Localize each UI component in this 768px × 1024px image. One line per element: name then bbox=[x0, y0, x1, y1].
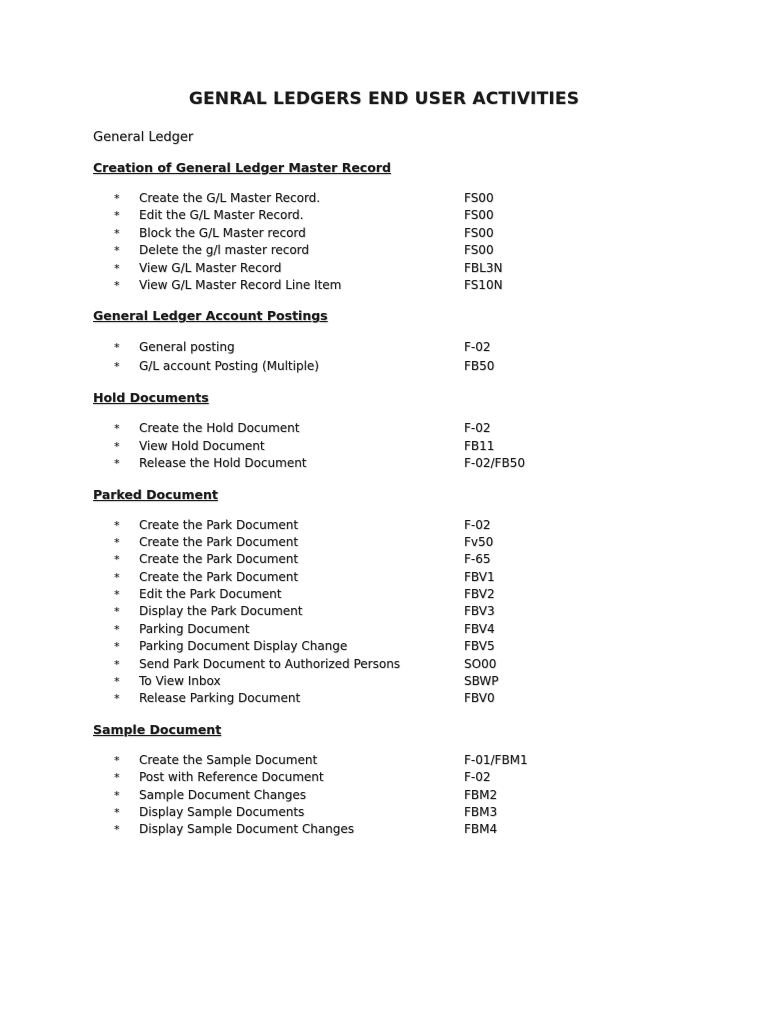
transaction-code: FBM2 bbox=[464, 787, 498, 802]
transaction-code: F-02/FB50 bbox=[464, 456, 525, 471]
activity-label: Display Sample Document Changes bbox=[139, 822, 355, 837]
list-item bbox=[93, 534, 768, 551]
bullet-icon: * bbox=[114, 209, 120, 223]
list-item bbox=[93, 242, 768, 259]
bullet-icon: * bbox=[114, 422, 120, 436]
transaction-code: FBV0 bbox=[464, 691, 495, 706]
list-item bbox=[93, 752, 768, 769]
bullet-icon: * bbox=[114, 439, 120, 453]
list-item bbox=[93, 787, 768, 804]
transaction-code: FS00 bbox=[464, 225, 494, 240]
activity-label: Delete the g/l master record bbox=[139, 243, 310, 258]
activity-label: Create the Park Document bbox=[139, 534, 299, 549]
bullet-icon: * bbox=[114, 261, 120, 275]
section-heading: Hold Documents bbox=[93, 390, 209, 406]
section-parked-document bbox=[93, 487, 768, 708]
list-item bbox=[93, 207, 768, 224]
list-item bbox=[93, 420, 768, 437]
bullet-icon: * bbox=[114, 805, 120, 819]
transaction-code: FS10N bbox=[464, 277, 503, 292]
list-item bbox=[93, 586, 768, 603]
transaction-code: FBV5 bbox=[464, 639, 495, 654]
list-item bbox=[93, 690, 768, 707]
list-item bbox=[93, 569, 768, 586]
transaction-code: SO00 bbox=[464, 656, 497, 671]
list-item bbox=[93, 277, 768, 294]
transaction-code: F-02 bbox=[464, 421, 491, 436]
transaction-code: FBL3N bbox=[464, 260, 503, 275]
bullet-icon: * bbox=[114, 518, 120, 532]
activity-label: To View Inbox bbox=[139, 674, 221, 689]
bullet-icon: * bbox=[114, 553, 120, 567]
activity-label: Parking Document bbox=[139, 621, 250, 636]
section-hold-documents bbox=[93, 390, 768, 472]
activity-label: Block the G/L Master record bbox=[139, 225, 306, 240]
section-heading: Parked Document bbox=[93, 486, 218, 502]
bullet-icon: * bbox=[114, 588, 120, 602]
activity-label: Post with Reference Document bbox=[139, 770, 324, 785]
activity-label: Release the Hold Document bbox=[139, 456, 307, 471]
list-item bbox=[93, 821, 768, 838]
list-item bbox=[93, 769, 768, 786]
bullet-icon: * bbox=[114, 226, 120, 240]
activity-label: Release Parking Document bbox=[139, 691, 301, 706]
transaction-code: FBV1 bbox=[464, 569, 495, 584]
list-item bbox=[93, 438, 768, 455]
activity-list bbox=[93, 420, 768, 472]
page-title: GENRAL LEDGERS END USER ACTIVITIES bbox=[188, 89, 580, 109]
list-item bbox=[93, 517, 768, 534]
bullet-icon: * bbox=[114, 823, 120, 837]
activity-label: View G/L Master Record Line Item bbox=[139, 277, 342, 292]
section-gl-master-record bbox=[93, 160, 768, 294]
transaction-code: FBV4 bbox=[464, 621, 495, 636]
activity-list bbox=[93, 190, 768, 294]
list-item bbox=[93, 357, 768, 376]
list-item bbox=[93, 656, 768, 673]
activity-label: Create the G/L Master Record. bbox=[139, 191, 321, 205]
transaction-code: SBWP bbox=[464, 674, 499, 689]
list-item bbox=[93, 551, 768, 568]
bullet-icon: * bbox=[114, 360, 120, 374]
bullet-icon: * bbox=[114, 788, 120, 802]
list-item bbox=[93, 673, 768, 690]
bullet-icon: * bbox=[114, 535, 120, 549]
bullet-icon: * bbox=[114, 341, 120, 355]
activity-label: Display the Park Document bbox=[139, 604, 303, 619]
activity-label: Create the Park Document bbox=[139, 517, 299, 532]
activity-label: Display Sample Documents bbox=[139, 804, 305, 819]
list-item bbox=[93, 603, 768, 620]
activity-label: G/L account Posting (Multiple) bbox=[139, 359, 319, 374]
bullet-icon: * bbox=[114, 278, 120, 292]
bullet-icon: * bbox=[114, 192, 120, 205]
section-sample-document bbox=[93, 722, 768, 839]
transaction-code: F-02 bbox=[464, 517, 491, 532]
transaction-code: FB50 bbox=[464, 359, 495, 374]
transaction-code: FS00 bbox=[464, 208, 494, 223]
transaction-code: Fv50 bbox=[464, 534, 494, 549]
transaction-code: FBM4 bbox=[464, 822, 498, 837]
bullet-icon: * bbox=[114, 771, 120, 785]
list-item bbox=[93, 190, 768, 207]
activity-label: Create the Park Document bbox=[139, 569, 299, 584]
bullet-icon: * bbox=[114, 244, 120, 258]
transaction-code: F-01/FBM1 bbox=[464, 752, 528, 767]
transaction-code: FBV2 bbox=[464, 587, 495, 602]
transaction-code: FBM3 bbox=[464, 804, 498, 819]
activity-list bbox=[93, 752, 768, 839]
transaction-code: FS00 bbox=[464, 243, 494, 258]
list-item bbox=[93, 225, 768, 242]
activity-label: Send Park Document to Authorized Persons bbox=[139, 656, 401, 671]
activity-label: General posting bbox=[139, 340, 235, 355]
list-item bbox=[93, 804, 768, 821]
bullet-icon: * bbox=[114, 457, 120, 471]
transaction-code: F-65 bbox=[464, 552, 491, 567]
section-heading: General Ledger Account Postings bbox=[93, 308, 328, 324]
document-subtitle: General Ledger bbox=[93, 130, 194, 145]
transaction-code: F-02 bbox=[464, 770, 491, 785]
list-item bbox=[93, 638, 768, 655]
activity-label: View G/L Master Record bbox=[139, 260, 282, 275]
transaction-code: FS00 bbox=[464, 191, 494, 205]
activity-label: Edit the G/L Master Record. bbox=[139, 208, 304, 223]
activity-label: Edit the Park Document bbox=[139, 587, 282, 602]
activity-label: View Hold Document bbox=[139, 438, 265, 453]
transaction-code: FB11 bbox=[464, 438, 495, 453]
transaction-code: FBV3 bbox=[464, 604, 495, 619]
bullet-icon: * bbox=[114, 657, 120, 671]
activity-label: Parking Document Display Change bbox=[139, 639, 348, 654]
activity-list bbox=[93, 517, 768, 708]
list-item bbox=[93, 338, 768, 357]
section-gl-account-postings bbox=[93, 308, 768, 376]
bullet-icon: * bbox=[114, 622, 120, 636]
activity-list bbox=[93, 338, 768, 376]
bullet-icon: * bbox=[114, 605, 120, 619]
bullet-icon: * bbox=[114, 753, 120, 767]
bullet-icon: * bbox=[114, 692, 120, 706]
activity-label: Create the Hold Document bbox=[139, 421, 300, 436]
bullet-icon: * bbox=[114, 570, 120, 584]
transaction-code: F-02 bbox=[464, 340, 491, 355]
section-heading: Creation of General Ledger Master Record bbox=[93, 160, 391, 175]
list-item bbox=[93, 455, 768, 472]
bullet-icon: * bbox=[114, 640, 120, 654]
activity-label: Create the Park Document bbox=[139, 552, 299, 567]
activity-label: Sample Document Changes bbox=[139, 787, 306, 802]
section-heading: Sample Document bbox=[93, 721, 222, 737]
list-item bbox=[93, 621, 768, 638]
activity-label: Create the Sample Document bbox=[139, 752, 318, 767]
list-item bbox=[93, 260, 768, 277]
bullet-icon: * bbox=[114, 675, 120, 689]
